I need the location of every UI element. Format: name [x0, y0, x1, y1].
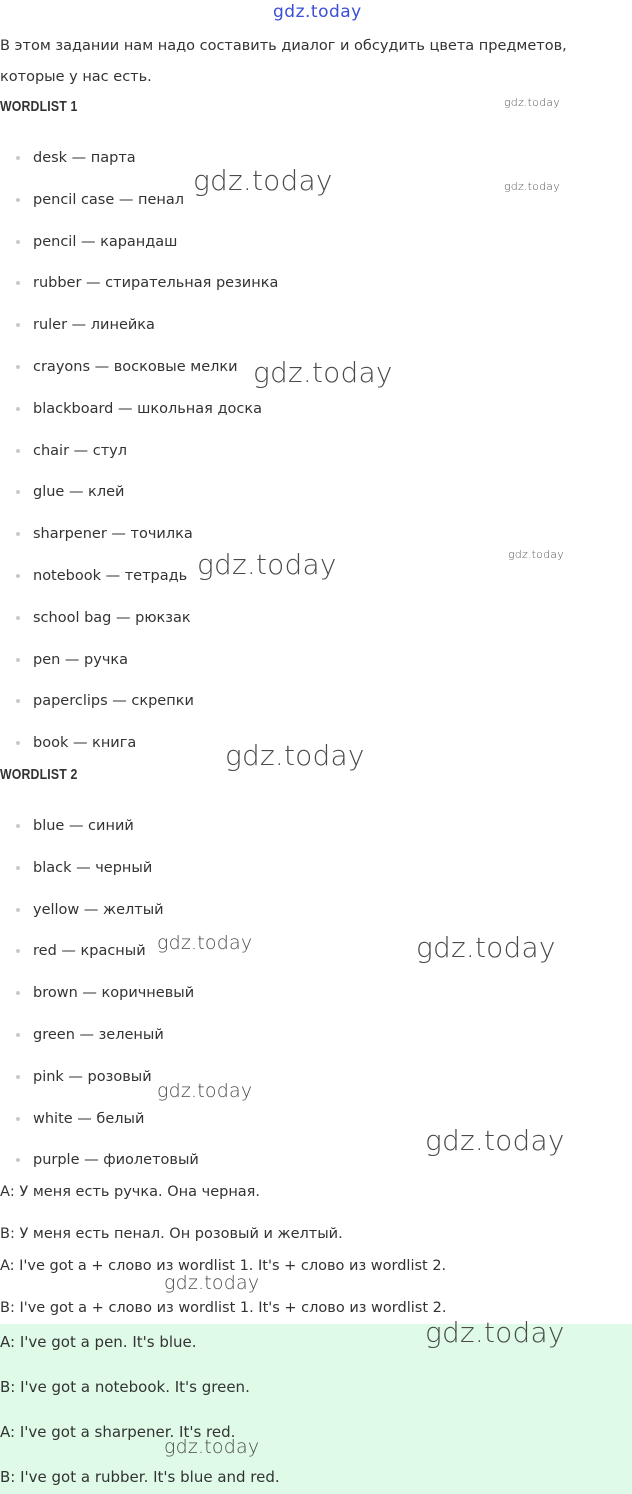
watermark: gdz.today [197, 548, 337, 581]
answer-line: A: I've got a pen. It's blue. [0, 1333, 197, 1351]
bullet-icon [16, 741, 20, 745]
watermark: gdz.today [193, 164, 333, 197]
bullet-icon [16, 365, 20, 369]
bullet-icon [16, 198, 20, 202]
list-item: green — зеленый [0, 1025, 199, 1067]
list-item: sharpener — точилка [0, 524, 278, 566]
list-item: pen — ручка [0, 650, 278, 692]
intro-text: В этом задании нам надо составить диалог и обсудить цвета предметов, которые у нас есть. [0, 38, 567, 85]
list-item: rubber — стирательная резинка [0, 273, 278, 315]
list-item: black — черный [0, 858, 199, 900]
list-item: blue — синий [0, 816, 199, 858]
list-item: school bag — рюкзак [0, 608, 278, 650]
bullet-icon [16, 949, 20, 953]
list-item: desk — парта [0, 148, 278, 190]
list-item: red — красный [0, 941, 199, 983]
watermark: gdz.today [157, 1080, 253, 1102]
bullet-icon [16, 908, 20, 912]
list-item: purple — фиолетовый [0, 1150, 199, 1192]
bullet-icon [16, 281, 20, 285]
list-item: yellow — желтый [0, 900, 199, 942]
bullet-icon [16, 699, 20, 703]
list-item: book — книга [0, 733, 278, 775]
bullet-icon [16, 991, 20, 995]
watermark: gdz.today [416, 931, 556, 964]
answer-line: B: I've got a notebook. It's green. [0, 1378, 250, 1396]
list-item: paperclips — скрепки [0, 691, 278, 733]
dialogue-line: A: I've got a + слово из wordlist 1. It's + слово из wordlist 2. [0, 1258, 447, 1274]
bullet-icon [16, 1158, 20, 1162]
bullet-icon [16, 490, 20, 494]
wordlist-1 [0, 148, 278, 775]
list-item: notebook — тетрадь [0, 566, 278, 608]
bullet-icon [16, 574, 20, 578]
wordlist-2-heading: WORDLIST 2 [0, 766, 78, 783]
site-logo: gdz.today [273, 2, 362, 22]
answer-line: B: I've got a rubber. It's blue and red. [0, 1468, 280, 1486]
watermark: gdz.today [253, 356, 393, 389]
wordlist-2 [0, 816, 199, 1192]
bullet-icon [16, 1117, 20, 1121]
list-item: blackboard — школьная доска [0, 399, 278, 441]
watermark: gdz.today [157, 932, 253, 954]
bullet-icon [16, 240, 20, 244]
dialogue-line: В: У меня есть пенал. Он розовый и желтый. [0, 1226, 343, 1242]
list-item: chair — стул [0, 441, 278, 483]
list-item: pencil case — пенал [0, 190, 278, 232]
bullet-icon [16, 616, 20, 620]
watermark: gdz.today [425, 1124, 565, 1157]
list-item: white — белый [0, 1109, 199, 1151]
list-item: ruler — линейка [0, 315, 278, 357]
bullet-icon [16, 156, 20, 160]
bullet-icon [16, 824, 20, 828]
bullet-icon [16, 866, 20, 870]
list-item: pink — розовый [0, 1067, 199, 1109]
dialogue-line: B: I've got a + слово из wordlist 1. It's + слово из wordlist 2. [0, 1300, 447, 1316]
watermark: gdz.today [225, 739, 365, 772]
bullet-icon [16, 532, 20, 536]
bullet-icon [16, 1075, 20, 1079]
bullet-icon [16, 449, 20, 453]
watermark: gdz.today [164, 1272, 260, 1294]
bullet-icon [16, 323, 20, 327]
bullet-icon [16, 658, 20, 662]
watermark: gdz.today [425, 1316, 565, 1349]
list-item: pencil — карандаш [0, 232, 278, 274]
watermark: gdz.today [504, 180, 560, 193]
watermark: gdz.today [504, 96, 560, 109]
answer-line: A: I've got a sharpener. It's red. [0, 1423, 236, 1441]
bullet-icon [16, 1033, 20, 1037]
list-item: brown — коричневый [0, 983, 199, 1025]
bullet-icon [16, 407, 20, 411]
dialogue-line: А: У меня есть ручка. Она черная. [0, 1184, 261, 1200]
watermark: gdz.today [164, 1436, 260, 1458]
wordlist-1-heading: WORDLIST 1 [0, 98, 78, 115]
watermark: gdz.today [508, 548, 564, 561]
list-item: crayons — восковые мелки [0, 357, 278, 399]
list-item: glue — клей [0, 482, 278, 524]
